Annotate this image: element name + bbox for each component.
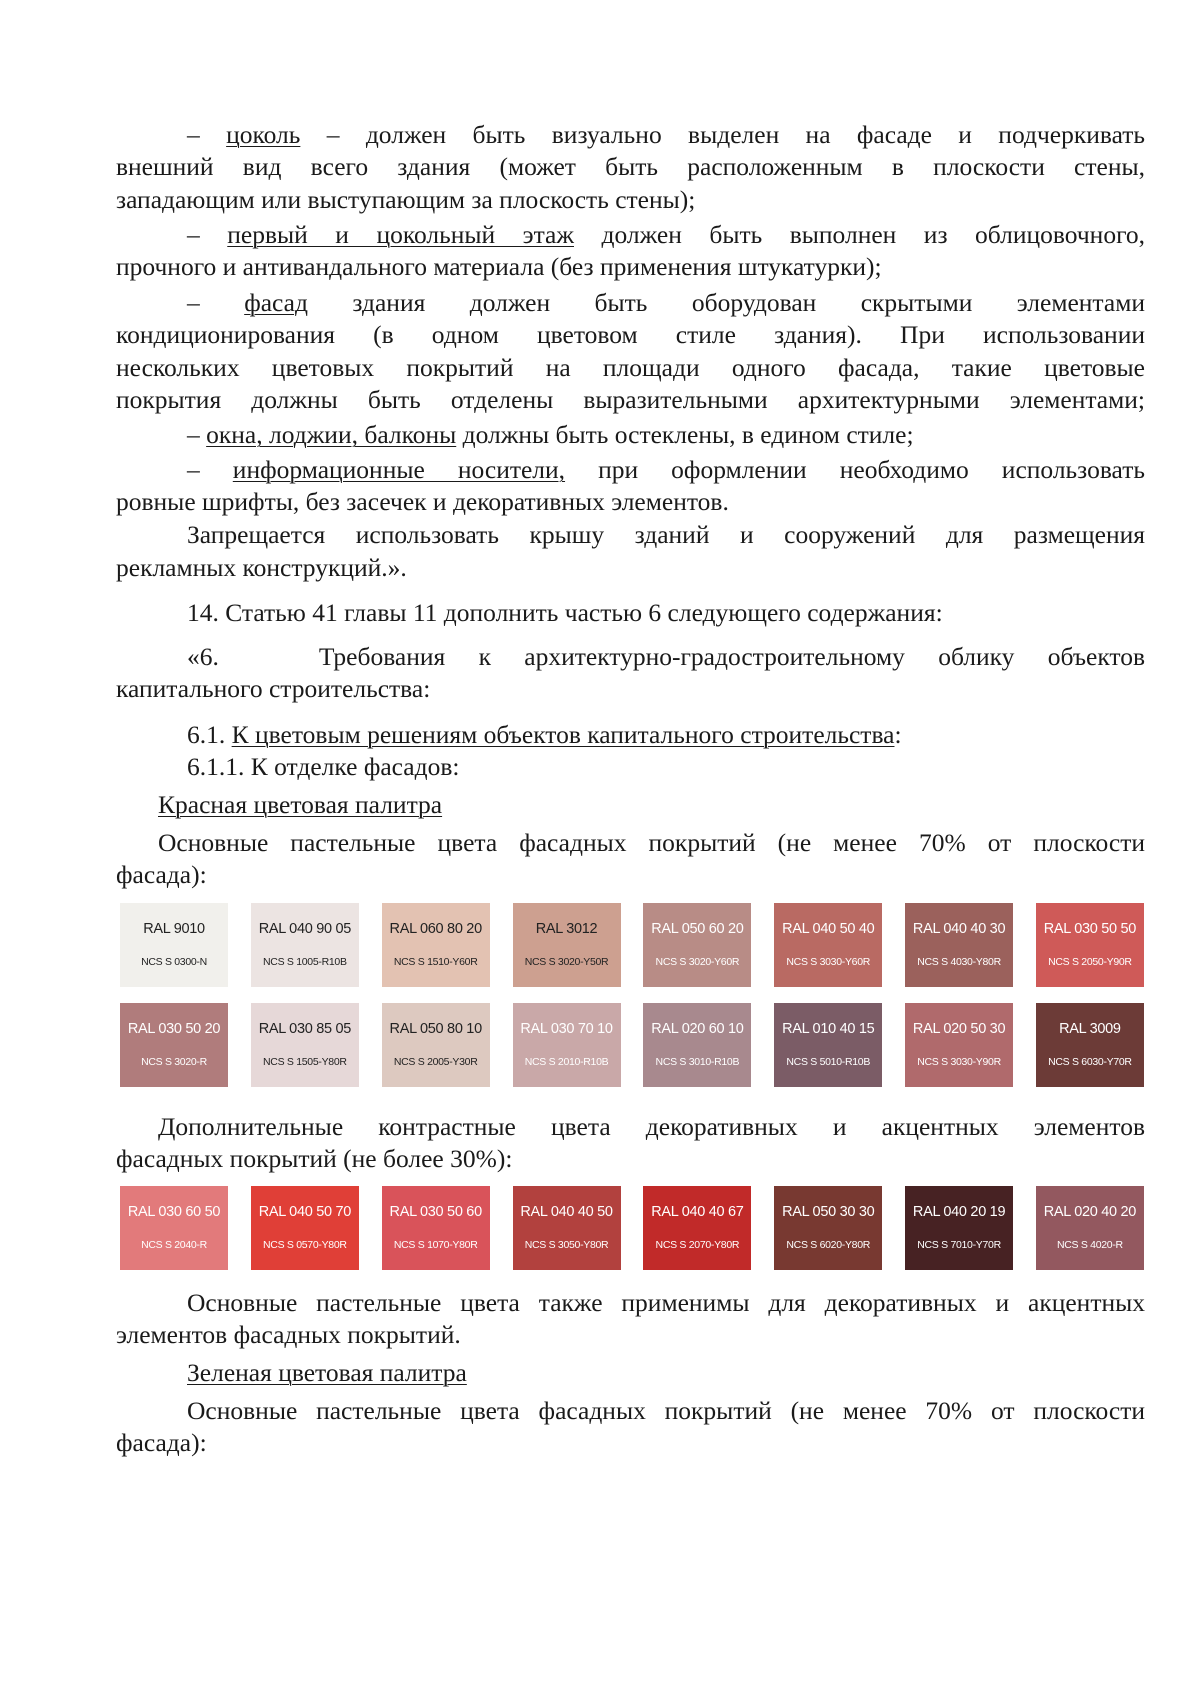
swatch-ral-code: RAL 050 60 20 — [651, 921, 744, 937]
color-swatch — [905, 1003, 1013, 1087]
swatch-ncs-code: NCS S 1005-R10B — [263, 956, 347, 968]
color-swatch — [905, 1186, 1013, 1270]
color-swatch — [1036, 903, 1144, 987]
swatch-ral-code: RAL 9010 — [143, 921, 205, 937]
swatch-ncs-code: NCS S 5010-R10B — [786, 1056, 871, 1068]
swatch-ncs-code: NCS S 3020-Y50R — [524, 956, 609, 968]
term-facade: фасад — [244, 288, 308, 317]
item-6-1 — [187, 718, 1145, 751]
term-info: информационные носители, — [232, 455, 566, 484]
item-6-line-1: «6. Требования к архитектурно-градостроительному облику объектов — [187, 642, 1145, 671]
swatch-ncs-code: NCS S 3010-R10B — [655, 1056, 740, 1068]
info-line-2: ровные шрифты, без засечек и декоративных элементов. — [116, 487, 729, 516]
red-main-text-line-1: Основные пастельные цвета фасадных покрытий (не менее 70% от плоскости — [158, 828, 1145, 857]
swatch-ral-code: RAL 030 50 20 — [127, 1021, 221, 1037]
swatch-ncs-code: NCS S 3050-Y80R — [524, 1239, 609, 1251]
roof-line-2: рекламных конструкций.». — [116, 553, 407, 582]
swatch-ncs-code: NCS S 6030-Y70R — [1048, 1056, 1132, 1068]
swatch-ncs-code: NCS S 2005-Y30R — [393, 1056, 478, 1068]
swatch-ral-code: RAL 060 80 20 — [389, 921, 482, 937]
swatch-ral-code: RAL 040 40 50 — [520, 1204, 613, 1220]
swatch-ncs-code: NCS S 2010-R10B — [524, 1056, 609, 1068]
color-swatch — [251, 1003, 359, 1087]
swatch-ncs-code: NCS S 1510-Y60R — [393, 956, 478, 968]
tsokol-line-3: западающим или выступающим за плоскость стены); — [116, 185, 696, 214]
text: должен быть выполнен из облицовочного, — [573, 220, 1146, 249]
swatch-ncs-code: NCS S 3020-R — [141, 1056, 207, 1068]
first-floor-line-1 — [187, 218, 1145, 251]
swatch-ral-code: RAL 020 60 10 — [651, 1021, 744, 1037]
red-palette-title: Красная цветовая палитра — [158, 790, 443, 819]
facade-line-4: покрытия должны быть отделены выразительными архитектурными элементами; — [116, 385, 1145, 414]
color-swatch — [382, 1003, 490, 1087]
color-swatch — [120, 1186, 228, 1270]
swatch-ncs-code: NCS S 1505-Y80R — [263, 1056, 347, 1068]
swatch-ncs-code: NCS S 3030-Y90R — [917, 1056, 1001, 1068]
color-swatch — [1036, 1186, 1144, 1270]
swatch-ral-code: RAL 050 30 30 — [782, 1204, 875, 1220]
dash: – — [187, 120, 200, 149]
green-main-text-line-2: фасада): — [116, 1428, 207, 1457]
swatch-ral-code: RAL 3009 — [1059, 1021, 1121, 1037]
windows-line-1 — [187, 418, 1145, 451]
swatch-ral-code: RAL 050 80 10 — [389, 1021, 482, 1037]
swatch-ral-code: RAL 040 90 05 — [258, 921, 351, 937]
swatch-ral-code: RAL 040 20 19 — [912, 1204, 1006, 1220]
red-accent-text-line-1: Дополнительные контрастные цвета декоративных и акцентных элементов — [158, 1112, 1145, 1141]
color-swatch — [513, 1003, 621, 1087]
swatch-ncs-code: NCS S 4020-R — [1056, 1239, 1123, 1251]
red-main-swatch-row-1 — [120, 903, 1144, 987]
color-swatch — [382, 903, 490, 987]
swatch-ral-code: RAL 040 40 67 — [651, 1204, 744, 1220]
red-main-text-line-2: фасада): — [116, 860, 207, 889]
red-main-swatch-row-2 — [120, 1003, 1144, 1087]
green-main-text-line-1: Основные пастельные цвета фасадных покрытий (не менее 70% от плоскости — [187, 1396, 1145, 1425]
facade-line-2: кондиционирования (в одном цветовом стиле здания). При использовании — [116, 320, 1145, 349]
swatch-ral-code: RAL 030 85 05 — [258, 1021, 351, 1037]
swatch-ncs-code: NCS S 2070-Y80R — [655, 1239, 740, 1251]
color-swatch — [513, 903, 621, 987]
red-note-line-2: элементов фасадных покрытий. — [116, 1320, 461, 1349]
text: должны быть остеклены, в едином стиле; — [456, 420, 914, 449]
red-accent-text-line-2: фасадных покрытий (не более 30%): — [116, 1144, 513, 1173]
term-tsokol: цоколь — [226, 120, 301, 149]
swatch-ral-code: RAL 040 50 40 — [782, 921, 875, 937]
color-swatch — [643, 1003, 751, 1087]
swatch-ncs-code: NCS S 4030-Y80R — [917, 956, 1001, 968]
item-number: 6.1. — [187, 720, 232, 749]
green-palette-title: Зеленая цветовая палитра — [187, 1358, 467, 1387]
item-title: К цветовым решениям объектов капитального строительства — [231, 720, 895, 749]
color-swatch — [513, 1186, 621, 1270]
swatch-ral-code: RAL 040 40 30 — [912, 921, 1006, 937]
term-windows: окна, лоджии, балконы — [206, 420, 457, 449]
first-floor-line-2: прочного и антивандального материала (без применения штукатурки); — [116, 252, 882, 281]
color-swatch — [643, 903, 751, 987]
color-swatch — [120, 903, 228, 987]
color-swatch — [251, 1186, 359, 1270]
color-swatch — [120, 1003, 228, 1087]
swatch-ral-code: RAL 030 50 60 — [389, 1204, 482, 1220]
swatch-ncs-code: NCS S 2040-R — [141, 1239, 207, 1251]
swatch-ral-code: RAL 010 40 15 — [782, 1021, 875, 1037]
color-swatch — [643, 1186, 751, 1270]
swatch-ncs-code: NCS S 3020-Y60R — [655, 956, 740, 968]
swatch-ncs-code: NCS S 7010-Y70R — [917, 1239, 1001, 1251]
swatch-ral-code: RAL 020 40 20 — [1043, 1204, 1137, 1220]
color-swatch — [1036, 1003, 1144, 1087]
item-14: 14. Статью 41 главы 11 дополнить частью 6 следующего содержания: — [187, 598, 943, 627]
swatch-ral-code: RAL 030 70 10 — [520, 1021, 613, 1037]
text: здания должен быть оборудован скрытыми элементами — [307, 288, 1145, 317]
color-swatch — [905, 903, 1013, 987]
text: при оформлении необходимо использовать — [565, 455, 1145, 484]
color-swatch — [382, 1186, 490, 1270]
color-swatch — [774, 1003, 882, 1087]
red-accent-swatch-row — [120, 1186, 1144, 1270]
swatch-ncs-code: NCS S 0570-Y80R — [263, 1239, 347, 1251]
dash: – — [187, 455, 200, 484]
swatch-ral-code: RAL 030 50 50 — [1043, 921, 1137, 937]
red-note-line-1: Основные пастельные цвета также применимы для декоративных и акцентных — [187, 1288, 1145, 1317]
dash: – — [187, 220, 200, 249]
swatch-ncs-code: NCS S 1070-Y80R — [393, 1239, 478, 1251]
text: – должен быть визуально выделен на фасаде и подчеркивать — [300, 120, 1146, 149]
swatch-ral-code: RAL 040 50 70 — [258, 1204, 351, 1220]
tsokol-line-2: внешний вид всего здания (может быть расположенным в плоскости стены, — [116, 152, 1145, 181]
info-line-1 — [187, 453, 1145, 486]
item-6-line-2: капитального строительства: — [116, 674, 431, 703]
term-first-floor: первый и цокольный этаж — [227, 220, 574, 249]
color-swatch — [774, 1186, 882, 1270]
facade-line-3: нескольких цветовых покрытий на площади одного фасада, такие цветовые — [116, 353, 1145, 382]
item-6-1-1: 6.1.1. К отделке фасадов: — [187, 752, 460, 781]
swatch-ncs-code: NCS S 2050-Y90R — [1048, 956, 1132, 968]
roof-line-1: Запрещается использовать крышу зданий и сооружений для размещения — [187, 520, 1145, 549]
swatch-ncs-code: NCS S 0300-N — [141, 956, 207, 968]
dash: – — [187, 420, 200, 449]
dash: – — [187, 288, 200, 317]
color-swatch — [774, 903, 882, 987]
swatch-ncs-code: NCS S 3030-Y60R — [786, 956, 871, 968]
facade-line-1 — [187, 286, 1145, 319]
swatch-ral-code: RAL 3012 — [535, 921, 598, 937]
swatch-ncs-code: NCS S 6020-Y80R — [786, 1239, 871, 1251]
colon: : — [894, 720, 902, 749]
swatch-ral-code: RAL 020 50 30 — [912, 1021, 1006, 1037]
tsokol-line-1 — [187, 118, 1145, 151]
color-swatch — [251, 903, 359, 987]
swatch-ral-code: RAL 030 60 50 — [127, 1204, 221, 1220]
